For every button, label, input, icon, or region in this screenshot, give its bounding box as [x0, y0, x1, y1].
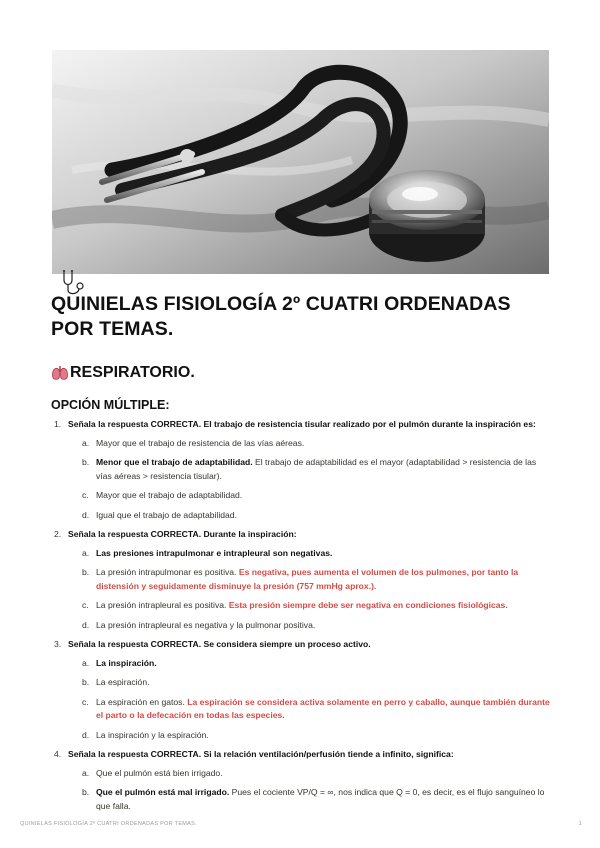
subsection-heading: OPCIÓN MÚLTIPLE: [51, 398, 170, 412]
question-number: 3. [54, 639, 62, 649]
option-text: Que el pulmón está bien irrigado. [96, 767, 223, 778]
option-item [82, 619, 551, 633]
correct-answer-text: Que el pulmón está mal irrigado. [96, 787, 230, 797]
option-text: Mayor que el trabajo de resistencia de las vías aéreas. [96, 437, 305, 448]
option-text: La espiración en gatos. [96, 696, 188, 707]
option-text: Igual que el trabajo de adaptabilidad. [96, 509, 237, 520]
option-item [82, 676, 551, 690]
question-item [51, 748, 551, 813]
page-footer [20, 821, 582, 827]
option-letter: a. [82, 437, 90, 448]
option-text: La presión intrapulmonar es positiva. [96, 567, 239, 577]
correct-answer-text: La inspiración. [96, 657, 157, 668]
stethoscope-photo [52, 50, 549, 274]
option-letter: b. [82, 457, 90, 467]
correction-note: La espiración se considera activa solamente en perro y caballo, aunque también durante el parto o la defecación en todas las especies. [96, 696, 550, 720]
correct-answer-text: Menor que el trabajo de adaptabilidad. [96, 457, 253, 467]
question-text: Señala la respuesta CORRECTA. Se considera siempre un proceso activo. [68, 639, 371, 649]
question-text: Señala la respuesta CORRECTA. El trabajo de resistencia tisular realizado por el pulmón durante la inspiración es: [68, 419, 536, 429]
option-item [82, 767, 551, 781]
question-number: 2. [54, 529, 62, 539]
option-letter: d. [82, 619, 90, 630]
option-letter: c. [82, 490, 89, 500]
option-letter: d. [82, 729, 90, 740]
option-text: La inspiración y la espiración. [96, 729, 209, 740]
question-text: Señala la respuesta CORRECTA. Si la relación ventilación/perfusión tiende a infinito, significa: [68, 749, 454, 759]
page-number: 1 [578, 821, 582, 827]
option-list [68, 437, 551, 523]
question-list [51, 414, 551, 819]
option-letter: a. [82, 547, 90, 558]
option-text: Mayor que el trabajo de adaptabilidad. [96, 490, 243, 500]
question-item [51, 528, 551, 632]
cover-image [52, 50, 549, 274]
explanation-text: El trabajo de adaptabilidad es el mayor (adaptabilidad > resistencia de las vías aéreas > resistencia tisular). [96, 457, 537, 481]
option-letter: a. [82, 767, 90, 778]
option-item [82, 729, 551, 743]
option-text: La presión intrapleural es positiva. [96, 600, 229, 610]
option-item [82, 786, 551, 813]
question-item [51, 418, 551, 522]
option-item [82, 547, 551, 561]
option-item [82, 509, 551, 523]
question-item [51, 638, 551, 742]
question-number: 1. [54, 419, 62, 429]
option-letter: b. [82, 567, 90, 577]
option-item [82, 437, 551, 451]
option-letter: c. [82, 696, 89, 707]
explanation-text: Pues el cociente VP/Q = ∞, nos indica que Q = 0, es decir, es el flujo sanguíneo lo que falla. [96, 787, 545, 811]
section-heading-text: RESPIRATORIO. [70, 364, 195, 381]
option-text: La espiración. [96, 677, 150, 687]
option-item [82, 696, 551, 723]
section-heading [51, 364, 195, 382]
option-text: La presión intrapleural es negativa y la pulmonar positiva. [96, 619, 316, 630]
option-letter: b. [82, 787, 90, 797]
correction-note: Esta presión siempre debe ser negativa en condiciones fisiológicas. [228, 600, 508, 610]
option-list [68, 547, 551, 633]
correct-answer-text: Las presiones intrapulmonar e intrapleural son negativas. [96, 547, 333, 558]
question-number: 4. [54, 749, 62, 759]
option-item [82, 456, 551, 483]
option-letter: a. [82, 657, 90, 668]
option-letter: b. [82, 677, 90, 687]
option-letter: d. [82, 509, 90, 520]
lungs-icon [51, 365, 69, 381]
correction-note: Es negativa, pues aumenta el volumen de los pulmones, por tanto la distensión y seguidamente disminuye la presión (757 mmHg aprox.). [96, 567, 519, 591]
option-list [68, 767, 551, 814]
option-item [82, 489, 551, 503]
page-title: QUINIELAS FISIOLOGÍA 2º CUATRI ORDENADAS POR TEMAS. [51, 293, 511, 340]
option-item [82, 657, 551, 671]
footer-title: QUINIELAS FISIOLOGÍA 2º CUATRI ORDENADAS POR TEMAS. [20, 821, 197, 827]
option-item [82, 566, 551, 593]
option-item [82, 599, 551, 613]
option-letter: c. [82, 600, 89, 610]
question-text: Señala la respuesta CORRECTA. Durante la inspiración: [68, 529, 297, 539]
option-list [68, 657, 551, 743]
